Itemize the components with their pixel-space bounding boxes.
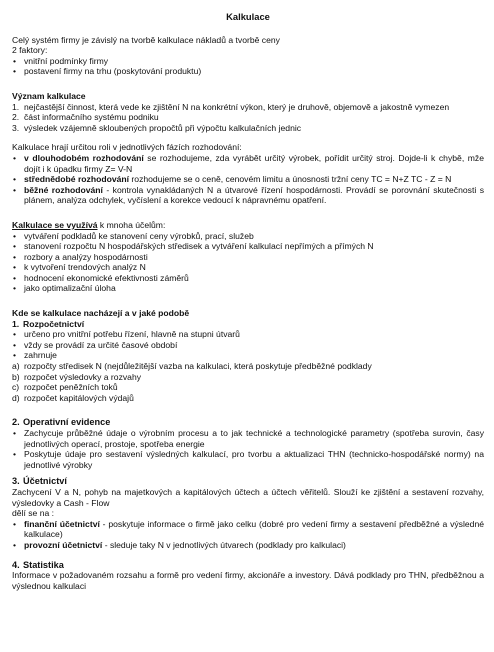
list-item: • v dlouhodobém rozhodování se rozhodujeme, zda vyrábět určitý výrobek, pořídit určitý stroj. Dojde-li k chybě, mže dojít i k úpadku firmy Z= V-N	[12, 153, 484, 174]
factor-item: • postavení firmy na trhu (poskytování produktu)	[12, 66, 484, 77]
list-item: • zahrnuje	[12, 350, 484, 361]
vyznam-list	[12, 102, 484, 134]
list-item: 1. nejčastější činnost, která vede ke zjištění N na konkrétní výkon, který je druhově, objemově a jakostně vymezen	[12, 101, 450, 112]
list-item: • Zachycuje průběžné údaje o výrobním procesu a to jak technické a technologické parametry (spotřeba surovin, časy jednotlivých operací, prostoje, spotřeba energie	[12, 428, 484, 449]
list-item: 3. výsledek vzájemně skloubených propočtů při výpočtu kalkulačních jednic	[12, 122, 302, 133]
list-item: • střednědobé rozhodování rozhodujeme se o ceně, cenovém limitu a únosnosti tržní ceny TC = N+Z TC - Z = N	[12, 174, 484, 185]
list-item: • hodnocení ekonomické efektivnosti záměrů	[12, 273, 484, 284]
section-heading-vyuziti: Kalkulace se využívá k mnoha účelům:	[12, 219, 166, 230]
ucetnictvi-list	[12, 519, 484, 551]
vyuziti-list	[12, 231, 484, 295]
page-title: Kalkulace	[226, 11, 270, 22]
list-item: • Poskytuje údaje pro sestavení výsledných kalkulací, pro tvorbu a aktualizaci THN (technicko-hospodářské normy) na jednotlivé výrobky	[12, 449, 484, 470]
faze-intro: Kalkulace hrají určitou roli v jednotlivých fázích rozhodování:	[12, 142, 242, 153]
list-item: • vždy se provádí za určité časové období	[12, 340, 484, 351]
list-item: • vytváření podkladů ke stanovení ceny výrobků, prací, služeb	[12, 231, 484, 242]
lettered-list	[12, 361, 484, 403]
section-heading-vyznam: Význam kalkulace	[12, 90, 86, 101]
rozpocetnictvi-list	[12, 329, 484, 361]
paragraph: dělí se na :	[12, 508, 55, 519]
subsection-heading: 4. Statistika	[12, 559, 64, 570]
intro-line: Celý systém firmy je závislý na tvorbě kalkulace nákladů a tvorbě ceny	[12, 34, 280, 45]
evidence-list	[12, 428, 484, 470]
faze-list	[12, 153, 484, 206]
subsection-heading: 3. Účetnictví	[12, 476, 67, 487]
list-item: • běžné rozhodování - kontrola vynakládaných N a útvarové řízení hospodárnosti. Provádí se porovnání skutečnosti s plánem, analýza odchylek, vyčíslení a korekce vedoucí k nápravnému opatření.	[12, 185, 484, 206]
subsection-heading: 2. Operativní evidence	[12, 417, 111, 428]
factors-label: 2 faktory:	[12, 45, 48, 56]
list-item: 2. část informačního systému podniku	[12, 112, 159, 123]
factor-item: • vnitřní podmínky firmy	[12, 56, 484, 67]
list-item: • provozní účetnictví - sleduje taky N v jednotlivých útvarech (podklady pro kalkulaci)	[12, 540, 484, 551]
paragraph: Informace v požadovaném rozsahu a formě pro vedení firmy, akcionáře a investory. Dává podklady pro THN, předběžnou a výslednou kalkulaci	[12, 570, 484, 591]
list-item: • rozbory a analýzy hospodárnosti	[12, 252, 484, 263]
list-item: • k vytvoření trendových analýz N	[12, 262, 484, 273]
factors-list	[12, 56, 484, 77]
list-item: • určeno pro vnitřní potřebu řízení, hlavně na stupni útvarů	[12, 329, 484, 340]
list-item: c) rozpočet peněžních toků	[12, 382, 118, 393]
section-heading-kde: Kde se kalkulace nacházejí a v jaké podobě	[12, 308, 190, 319]
list-item: • jako optimalizační úloha	[12, 283, 484, 294]
list-item: a) rozpočty středisek N (nejdůležitější vazba na kalkulaci, která poskytuje předběžné podklady	[12, 361, 372, 372]
list-item: d) rozpočet kapitálových výdajů	[12, 392, 134, 403]
list-item: • finanční účetnictví - poskytuje informace o firmě jako celku (dobré pro vedení firmy a sestavení předběžné a výsledné kalkulace)	[12, 519, 484, 540]
subsection-heading: 1. Rozpočetnictví	[12, 318, 85, 329]
list-item: b) rozpočet výsledovky a rozvahy	[12, 371, 142, 382]
paragraph: Zachycení V a N, pohyb na majetkových a kapitálových účtech a účtech věřitelů. Slouží ke zjištění a sestavení rozvahy, výsledovky a Cash - Flow	[12, 486, 484, 508]
list-item: • stanovení rozpočtu N hospodářských středisek a vytváření kalkulací nepřímých a přímých N	[12, 241, 484, 252]
